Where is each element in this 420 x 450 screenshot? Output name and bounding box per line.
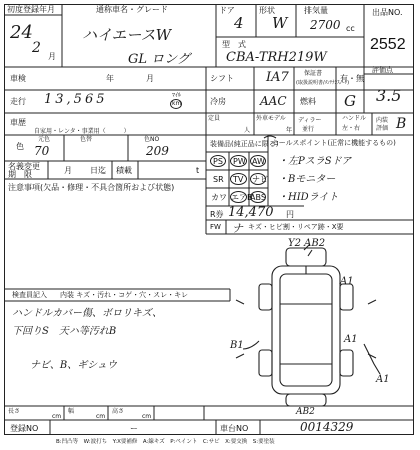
model-value: CBA-TRH219W <box>226 50 327 65</box>
inspection-label: 車検 <box>10 74 26 83</box>
name-grade-label: 通称車名・グレード <box>96 5 168 14</box>
ac-label: 冷房 <box>210 97 226 106</box>
history-options: 自家用・レンタ・事業用（ ） <box>34 128 130 135</box>
r-ticket-unit: 円 <box>286 210 294 219</box>
handle-label: ハンドル <box>342 115 367 122</box>
r-ticket-value: 14,470 <box>228 205 274 220</box>
equip-airbag: エアB <box>231 193 253 202</box>
interior-value: B <box>396 116 407 132</box>
circle-navi <box>250 173 266 185</box>
fw-options: キズ・ヒビ割・リペア跡・X要 <box>248 223 344 231</box>
equip-aw: AW <box>252 157 265 166</box>
ac-value: AAC <box>260 94 287 108</box>
exhibit-label: 出品NO. <box>372 8 403 17</box>
sales-points-label: セールスポイント(正常に機能するもの) <box>272 139 396 147</box>
loaded-label: 積載 <box>116 166 132 175</box>
color-label: 色 <box>16 142 24 151</box>
history-label: 車歴 <box>10 118 26 127</box>
car-damage-diagram <box>4 4 414 436</box>
length-unit: cm <box>52 413 62 420</box>
warranty-label: 保証書 <box>304 70 323 77</box>
diagram-mark-right: A1 <box>344 334 358 345</box>
inspector-note-2: 下回りS 天ハ等汚れB <box>12 326 117 337</box>
name-change-deadline-label: 期 限 <box>8 170 32 179</box>
inspection-month-unit: 月 <box>146 74 154 83</box>
diagram-mark-rear: AB2 <box>296 407 315 417</box>
fuel-label: 燃料 <box>300 97 316 106</box>
shape-value: W <box>272 14 288 32</box>
km-circle-mark <box>170 99 182 109</box>
circle-ps <box>210 155 226 167</box>
color-orig-label: 元色 <box>38 136 51 143</box>
equip-pw: PW <box>233 157 246 166</box>
length-label: 長さ <box>8 408 21 415</box>
name-change-month: 月 <box>64 166 72 175</box>
height-unit: cm <box>142 413 152 420</box>
inspector-options: 内装 キズ・汚れ・コゲ・穴・スレ・キレ <box>60 291 189 299</box>
equip-navi: ナビ <box>252 175 268 184</box>
circle-abs <box>250 191 266 203</box>
registration-label: 登録NO <box>10 424 39 433</box>
inspection-year-unit: 年 <box>106 74 114 83</box>
chassis-value: 0014329 <box>300 420 354 434</box>
door-label: ドア <box>219 6 235 15</box>
circle-pw <box>230 155 247 167</box>
inspector-note-1: ハンドルカバー傷、ボロリキズ、 <box>12 308 163 319</box>
color-change-label: 色替 <box>80 136 93 143</box>
fuel-value: G <box>344 92 356 110</box>
interior-label: 内装 <box>376 117 389 124</box>
width-unit: cm <box>96 413 106 420</box>
color-no-value: 209 <box>146 144 169 158</box>
inspector-label: 検査員記入 <box>12 291 47 299</box>
damage-legend: B:凹凸等 W:波打ち Y:X要補修 A:線キズ P:ペイント C:サビ X:要交換 S:要塗装 <box>56 439 275 445</box>
equip-abs: ABS <box>250 193 266 202</box>
capacity-label: 定員 <box>208 115 221 122</box>
equip-sr: SR <box>213 175 224 184</box>
warranty-value: 有・無 <box>340 74 364 83</box>
equip-ps: PS <box>213 157 223 166</box>
diagram-mark-front: Y2 AB2 <box>288 238 326 249</box>
fw-mark: ナ <box>232 222 243 235</box>
first-reg-month: 2 <box>32 40 41 56</box>
name-change-day: 日迄 <box>90 166 106 175</box>
dealer-label: ディラー <box>298 117 322 124</box>
car-name: ハイエースW <box>82 26 172 44</box>
mileage-value: 13,565 <box>44 92 108 107</box>
registration-dash: ー <box>130 424 138 433</box>
first-reg-year: 24 <box>10 22 33 43</box>
mileage-label: 走行 <box>10 97 26 106</box>
exterior-model-label: 外車モデル <box>256 115 286 122</box>
mileage-unit-mile: ﾏｲﾙ <box>172 92 182 99</box>
diagram-mark-rear-right: A1 <box>376 374 390 385</box>
first-reg-month-suffix: 月 <box>48 52 56 61</box>
sales-point-2: ・Bモニター <box>278 174 336 185</box>
handle-value: 左・右 <box>342 125 361 132</box>
color-orig-value: 70 <box>34 144 50 158</box>
loaded-unit: t <box>196 166 200 175</box>
shape-label: 形状 <box>259 6 275 15</box>
width-label: 幅 <box>68 408 75 415</box>
model-label: 型 式 <box>222 40 246 49</box>
circle-airbag <box>230 191 247 203</box>
displacement-label: 排気量 <box>304 6 328 15</box>
first-reg-label: 初度登録年月 <box>7 5 55 14</box>
chassis-label: 車台NO <box>220 424 249 433</box>
door-value: 4 <box>234 14 244 32</box>
eval-value: 3.5 <box>376 86 402 105</box>
name-change-label: 名義変更 <box>8 162 40 171</box>
auction-sheet <box>4 4 414 436</box>
color-no-label: 色NO <box>144 136 160 143</box>
notes-label: 注意事項(欠品・修理・不具合箇所および状態) <box>8 183 175 192</box>
car-grade: GL ロング <box>128 52 190 67</box>
shift-label: シフト <box>210 74 234 83</box>
circle-aw <box>250 155 266 167</box>
exhibit-number: 2552 <box>370 36 406 53</box>
r-ticket-label: R券 <box>210 210 224 219</box>
height-label: 高さ <box>112 408 125 415</box>
equipment-label: 装備品(純正品に限る) <box>210 140 279 148</box>
sales-point-3: ・HIDライト <box>278 192 339 203</box>
mileage-unit-km: km <box>172 100 182 107</box>
capacity-unit: 人 <box>244 127 251 134</box>
parallel-label: 並行 <box>302 126 315 133</box>
diagram-mark-right-front: A1 <box>340 276 354 287</box>
equip-tv: TV <box>233 175 244 184</box>
diagram-mark-left: B1 <box>230 340 244 351</box>
inspector-note-3: ナビ、B、ギシュウ <box>30 360 117 371</box>
equip-leather: カワ <box>211 193 227 202</box>
circle-tv <box>230 173 247 185</box>
fw-label: FW <box>210 223 221 231</box>
displacement-value: 2700 <box>310 18 341 32</box>
warranty-sub: (取扱説明書/ﾒﾝﾃﾅﾝｽﾉｰﾄ) <box>296 80 350 86</box>
eval-label: 評価点 <box>372 66 393 74</box>
sales-point-1: ・左PスラSドア <box>278 156 352 167</box>
exterior-year-unit: 年 <box>286 127 293 134</box>
cc-unit: cc <box>346 24 355 33</box>
interior-sub: 評価 <box>376 125 389 132</box>
shift-value: IA7 <box>266 70 289 85</box>
